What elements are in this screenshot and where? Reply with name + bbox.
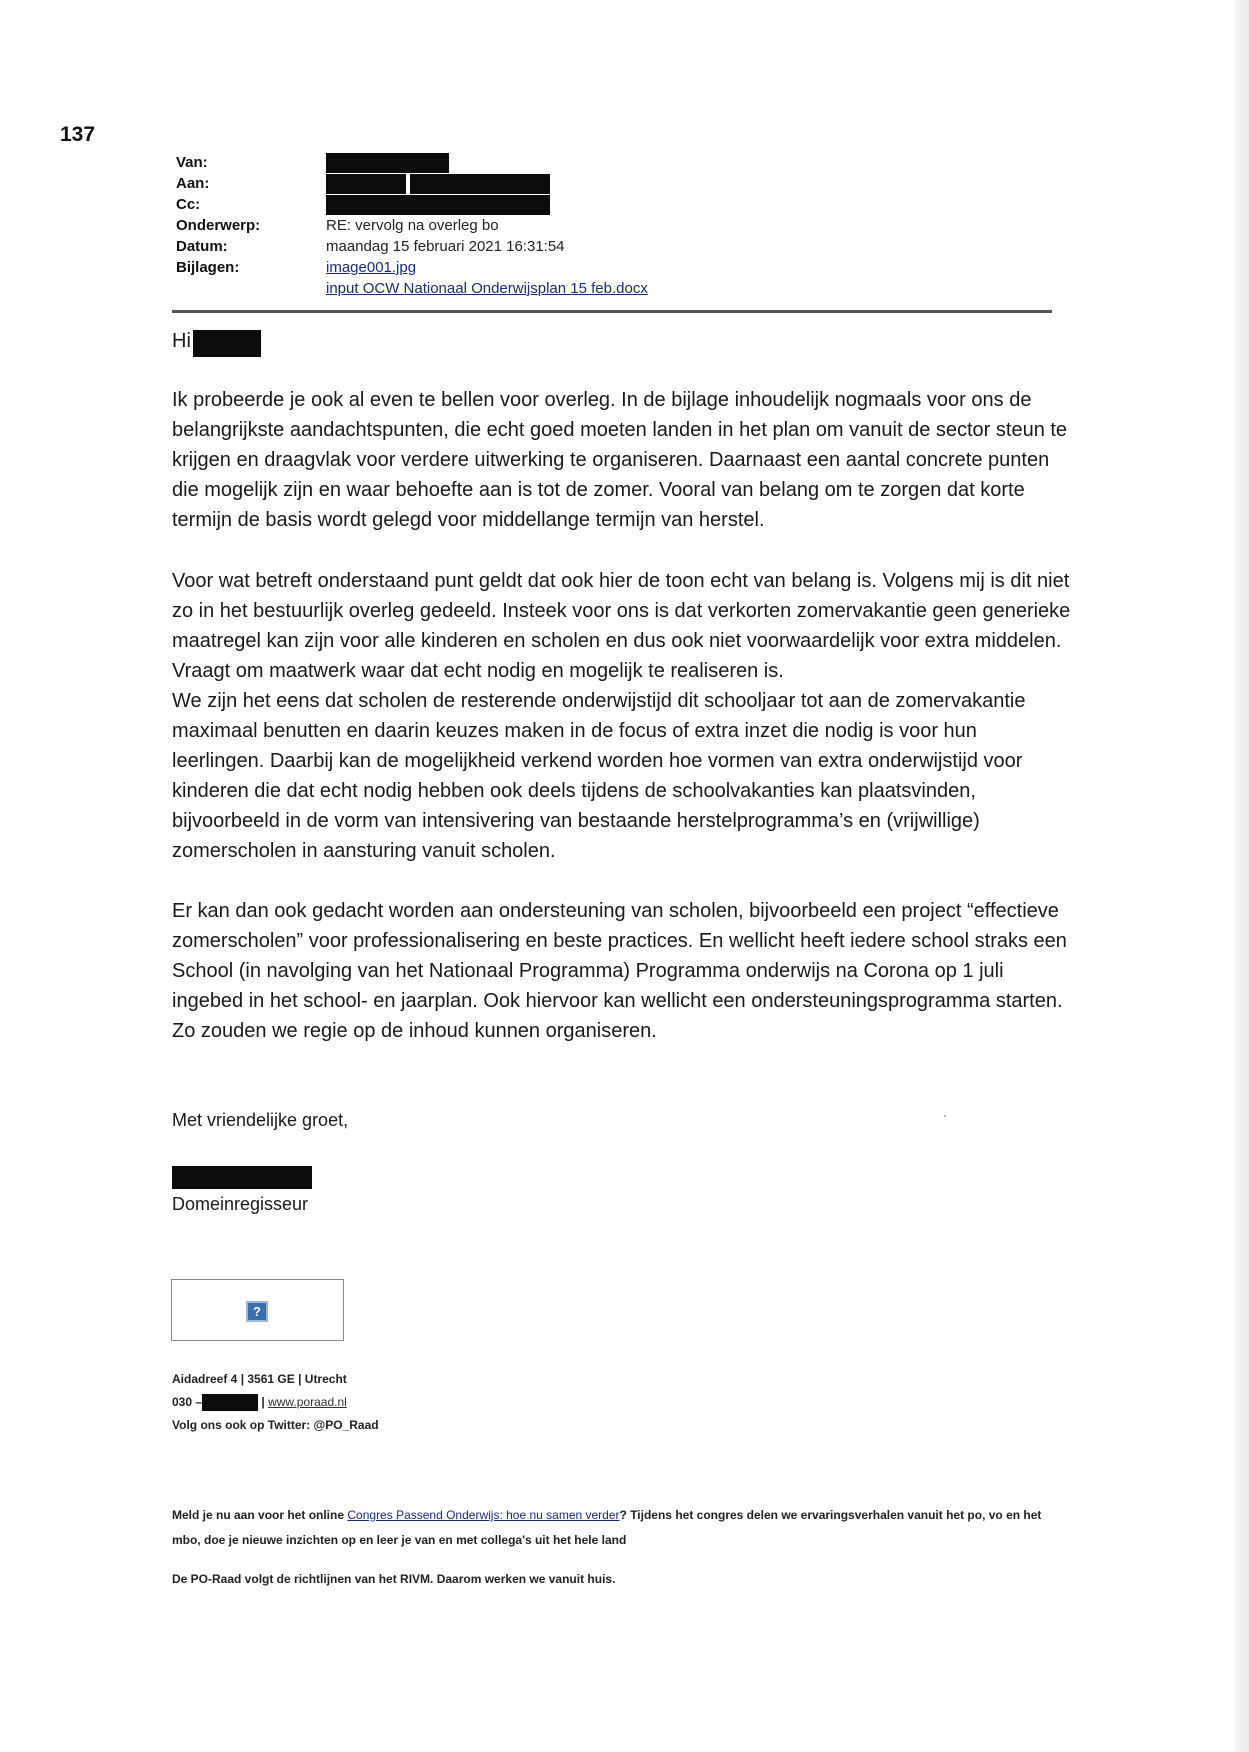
date-label: Datum: [176, 238, 228, 255]
header-row-cc [176, 194, 648, 215]
redaction-cc [326, 195, 550, 215]
header-row-date [176, 236, 648, 257]
address: Aidadreef 4 | 3561 GE | Utrecht [172, 1372, 347, 1386]
congres-link[interactable]: Congres Passend Onderwijs: hoe nu samen verder [347, 1508, 620, 1522]
attachments-label: Bijlagen: [176, 259, 240, 276]
redaction-to-2 [410, 174, 550, 194]
header-separator [172, 310, 1052, 313]
page-number: 137 [60, 123, 96, 146]
congres-pre: Meld je nu aan voor het online [172, 1508, 345, 1522]
header-row-attachments [176, 257, 648, 278]
phone-line [172, 1391, 379, 1414]
paragraph-4: Er kan dan ook gedacht worden aan ondersteuning van scholen, bijvoorbeeld een project “effectieve zomerscholen” voor professionalisering en beste practices. En wellicht heeft iedere school straks een School (in navolging van het Nationaal Programma) Programma onderwijs na Corona op 1 juli ingebed in het school- en jaarplan. Ook hiervoor kan wellicht een ondersteuningsprogramma starten. Zo zouden we regie op de inhoud kunnen organiseren. [172, 900, 1067, 1042]
greeting [172, 330, 261, 357]
attachment-link-2[interactable]: input OCW Nationaal Onderwijsplan 15 feb.docx [326, 280, 648, 297]
rivm-note: De PO-Raad volgt de richtlijnen van het RIVM. Daarom werken we vanuit huis. [172, 1572, 616, 1586]
website-link[interactable]: www.poraad.nl [268, 1395, 347, 1409]
paragraph-3: We zijn het eens dat scholen de resterende onderwijstijd dit schooljaar tot aan de zomervakantie maximaal benutten en daarin keuzes maken in de focus of extra inzet die nodig is voor hun leerlingen. Daarbij kan de mogelijkheid verkend worden hoe vormen van extra onderwijstijd voor kinderen die dat echt nodig hebben ook deels tijdens de schoolvakanties kan plaatsvinden, bijvoorbeeld in de vorm van intensivering van bestaande herstelprogramma’s en (vrijwillige) zomerscholen in aansturing vanuit scholen. [172, 690, 1026, 862]
to-label: Aan: [176, 175, 210, 192]
header-row-attachments-2 [176, 278, 648, 299]
redaction-signer-name [172, 1166, 312, 1189]
paragraph-1: Ik probeerde je ook al even te bellen voor overleg. In de bijlage inhoudelijk nogmaals voor ons de belangrijkste aandachtspunten, die echt goed moeten landen in het plan om vanuit de sector steun te krijgen en draagvlak voor verdere uitwerking te organiseren. Daarnaast een aantal concrete punten die mogelijk zijn en waar behoefte aan is tot de zomer. Vooral van belang om te zorgen dat korte termijn de basis wordt gelegd voor middellange termijn van herstel. [172, 389, 1068, 531]
page-edge-shadow [1235, 0, 1249, 1752]
paragraph-2: Voor wat betreft onderstaand punt geldt dat ook hier de toon echt van belang is. Volgens mij is dit niet zo in het bestuurlijk overleg gedeeld. Insteek voor ons is dat verkorten zomervakantie geen generieke maatregel kan zijn voor alle kinderen en scholen en dus ook niet voorwaardelijk voor extra middelen. Vraagt om maatwerk waar dat echt nodig en mogelijk te realiseren is. [172, 570, 1071, 682]
scan-speck [944, 1115, 946, 1117]
attachment-link-1[interactable]: image001.jpg [326, 259, 417, 276]
phone-separator: | [261, 1395, 265, 1409]
date-value: maandag 15 februari 2021 16:31:54 [326, 238, 565, 255]
redaction-greeting-name [193, 330, 261, 357]
email-header [176, 152, 648, 299]
greeting-text: Hi [172, 330, 191, 352]
closing: Met vriendelijke groet, [172, 1110, 349, 1130]
subject-label: Onderwerp: [176, 217, 261, 234]
twitter-line: Volg ons ook op Twitter: @PO_Raad [172, 1418, 379, 1432]
header-row-to [176, 173, 648, 194]
phone-prefix: 030 – [172, 1395, 203, 1409]
logo-image-placeholder [171, 1279, 344, 1341]
signer-role: Domeinregisseur [172, 1194, 309, 1214]
congres-post: ? Tijdens het congres delen we ervaringsverhalen vanuit het po, vo en het mbo, doe je nieuwe inzichten op en leer je van en met collega's uit het hele land [172, 1508, 1042, 1547]
redaction-phone [202, 1394, 258, 1411]
congres-notice [172, 1503, 1072, 1553]
header-row-subject [176, 215, 648, 236]
subject-value: RE: vervolg na overleg bo [326, 217, 499, 234]
redaction-to-1 [326, 174, 406, 194]
redaction-from [326, 153, 449, 173]
broken-image-icon: ? [246, 1301, 268, 1322]
address-block [172, 1368, 379, 1437]
cc-label: Cc: [176, 196, 201, 213]
from-label: Van: [176, 154, 208, 171]
header-row-from [176, 152, 648, 173]
